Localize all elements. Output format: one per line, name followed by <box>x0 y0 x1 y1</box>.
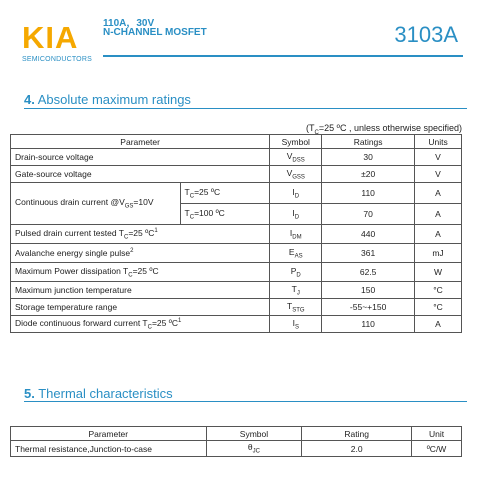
table-row <box>11 282 462 299</box>
rating-cell: -55~+150 <box>322 299 415 316</box>
unit-cell: °C <box>415 282 462 299</box>
symbol-cell: $P_D$ <box>270 263 322 282</box>
param-cell: Pulsed drain current tested $T_C=25$ ºC$^1$ <box>11 225 270 244</box>
param-cell: Thermal resistance,Junction-to-case <box>11 441 207 457</box>
col-header-parameter: Parameter <box>11 427 207 441</box>
col-header-units: Units <box>415 135 462 149</box>
table-row <box>11 183 462 204</box>
symbol-cell: $I_D$ <box>270 183 322 204</box>
col-header-rating: Rating <box>302 427 412 441</box>
rating-cell: 110 <box>322 183 415 204</box>
unit-cell: A <box>415 225 462 244</box>
condition-cell: $T_C=100$ ºC <box>180 204 270 225</box>
section-5-label: Thermal characteristics <box>38 386 173 401</box>
col-header-unit: Unit <box>412 427 462 441</box>
absolute-ratings-table <box>10 134 462 333</box>
symbol-cell: $I_D$ <box>270 204 322 225</box>
spec-type: N-CHANNEL MOSFET <box>103 27 207 38</box>
unit-cell: ºC/W <box>412 441 462 457</box>
col-header-symbol: Symbol <box>270 135 322 149</box>
table-row <box>11 244 462 263</box>
logo-letter-a: A <box>55 20 79 55</box>
rating-cell: 440 <box>322 225 415 244</box>
company-logo <box>22 22 78 53</box>
symbol-cell: $I_S$ <box>270 316 322 333</box>
symbol-cell: $T_J$ <box>270 282 322 299</box>
param-cell: Maximum junction temperature <box>11 282 270 299</box>
thermal-table <box>10 426 462 457</box>
unit-cell: W <box>415 263 462 282</box>
symbol-cell: $T_{STG}$ <box>270 299 322 316</box>
param-cell: Storage temperature range <box>11 299 270 316</box>
table-header-row <box>11 135 462 149</box>
col-header-parameter: Parameter <box>11 135 270 149</box>
rating-cell: 30 <box>322 149 415 166</box>
rating-cell: 150 <box>322 282 415 299</box>
spec-rating: 110A，30V <box>103 18 155 29</box>
logo-subtitle: SEMICONDUCTORS <box>22 56 92 63</box>
logo-letter-i: I <box>45 20 56 55</box>
unit-cell: A <box>415 316 462 333</box>
table-row <box>11 225 462 244</box>
section-5-title <box>24 386 173 401</box>
rating-cell: ±20 <box>322 166 415 183</box>
table-header-row <box>11 427 462 441</box>
symbol-cell: $V_{DSS}$ <box>270 149 322 166</box>
param-cell: Avalanche energy single pulse$^2$ <box>11 244 270 263</box>
symbol-cell: $I_{DM}$ <box>270 225 322 244</box>
table-row <box>11 166 462 183</box>
rating-cell: 361 <box>322 244 415 263</box>
logo-letter-k: K <box>22 20 46 55</box>
table-row <box>11 263 462 282</box>
table-row <box>11 316 462 333</box>
unit-cell: V <box>415 166 462 183</box>
table-row <box>11 149 462 166</box>
unit-cell: A <box>415 204 462 225</box>
unit-cell: °C <box>415 299 462 316</box>
section-5-divider <box>24 401 467 402</box>
symbol-cell: $E_{AS}$ <box>270 244 322 263</box>
param-cell: Drain-source voltage <box>11 149 270 166</box>
part-number: 3103A <box>394 22 458 47</box>
table-row <box>11 441 462 457</box>
condition-cell: $T_C=25$ ºC <box>180 183 270 204</box>
section-4-label: Absolute maximum ratings <box>37 92 191 107</box>
param-cell: Gate-source voltage <box>11 166 270 183</box>
section-5-number: 5. <box>24 386 35 401</box>
header-divider <box>103 55 463 57</box>
rating-cell: 110 <box>322 316 415 333</box>
unit-cell: mJ <box>415 244 462 263</box>
section-4-title <box>24 92 191 107</box>
unit-cell: A <box>415 183 462 204</box>
ratings-condition: ($T_C=25$ ºC , unless otherwise specified) <box>306 123 462 136</box>
symbol-cell: $V_{GSS}$ <box>270 166 322 183</box>
rating-cell: 70 <box>322 204 415 225</box>
col-header-ratings: Ratings <box>322 135 415 149</box>
section-4-number: 4. <box>24 92 35 107</box>
param-cell: Diode continuous forward current $T_C=25$ ºC$^1$ <box>11 316 270 333</box>
section-4-divider <box>24 108 467 109</box>
col-header-symbol: Symbol <box>206 427 302 441</box>
rating-cell: 2.0 <box>302 441 412 457</box>
rating-cell: 62.5 <box>322 263 415 282</box>
symbol-cell: $\theta_{JC}$ <box>206 441 302 457</box>
unit-cell: V <box>415 149 462 166</box>
table-row <box>11 299 462 316</box>
param-cell: Maximum Power dissipation $T_C=25$ ºC <box>11 263 270 282</box>
param-cell: Continuous drain current $@V_{GS}=10V$ <box>11 183 181 225</box>
